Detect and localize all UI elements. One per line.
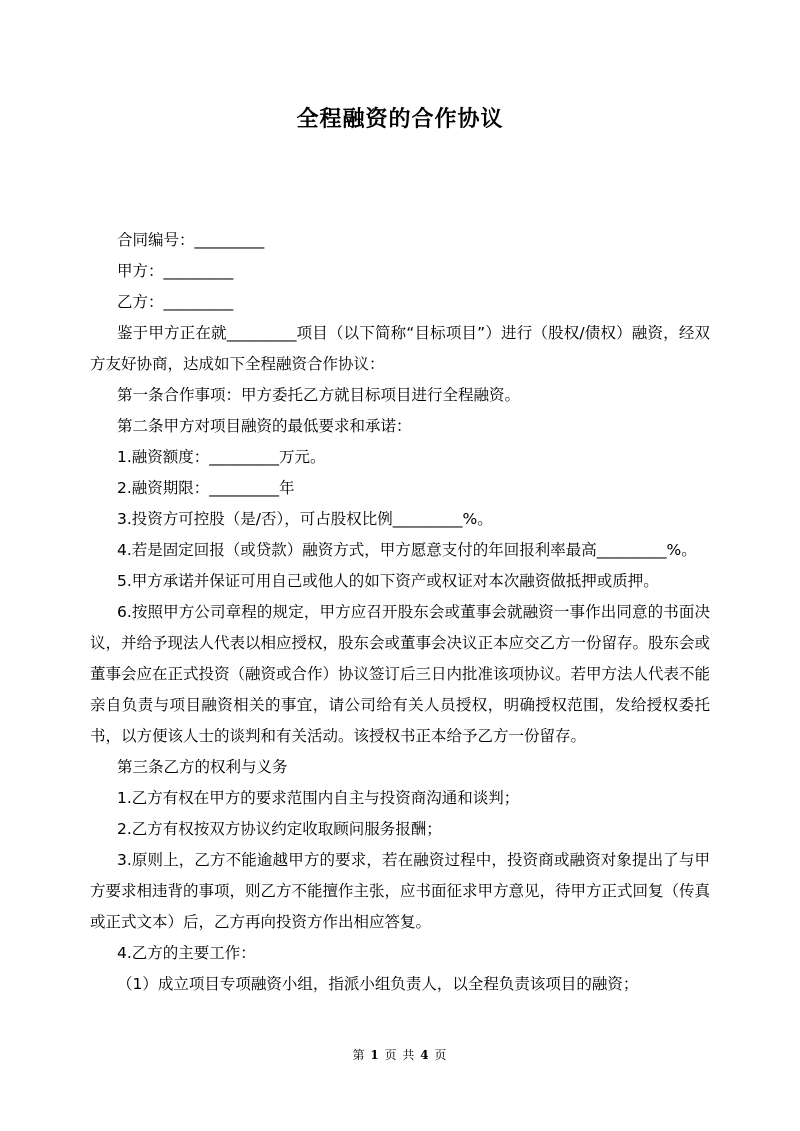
party-a-line: 甲方：_________ — [117, 262, 234, 280]
page-footer — [0, 1046, 800, 1063]
article-2-item-1: 1.融资额度：_________万元。 — [117, 448, 326, 466]
article-2-item-3: 3.投资方可控股（是/否），可占股权比例_________%。 — [117, 510, 493, 528]
article-2-heading: 第二条甲方对项目融资的最低要求和承诺： — [117, 417, 412, 435]
footer-middle: 页 共 — [384, 1048, 416, 1062]
total-page-number: 4 — [420, 1048, 430, 1062]
document-title: 全程融资的合作协议 — [296, 107, 504, 132]
current-page-number: 1 — [370, 1048, 380, 1062]
footer-suffix: 页 — [434, 1048, 448, 1062]
document-body — [90, 225, 710, 1000]
article-3-item-3: 3.原则上，乙方不能逾越甲方的要求，若在融资过程中，投资商或融资对象提出了与甲方要求相违背的事项，则乙方不能擅作主张，应书面征求甲方意见，待甲方正式回复（传真或正式文本）后，乙方再向投资方作出相应答复。 — [90, 851, 711, 931]
article-3-item-2: 2.乙方有权按双方协议约定收取顾问服务报酬； — [117, 820, 442, 838]
article-1: 第一条合作事项：甲方委托乙方就目标项目进行全程融资。 — [117, 386, 521, 404]
article-2-item-2: 2.融资期限：_________年 — [117, 479, 295, 497]
footer-prefix: 第 — [352, 1048, 366, 1062]
article-2-item-6: 6.按照甲方公司章程的规定，甲方应召开股东会或董事会就融资一事作出同意的书面决议，并给予现法人代表以相应授权，股东会或董事会决议正本应交乙方一份留存。股东会或董事会应在正式投资（融资或合作）协议签订后三日内批准该项协议。若甲方法人代表不能亲自负责与项目融资相关的事宜，请公司给有关人员授权，明确授权范围，发给授权委托书，以方便该人士的谈判和有关活动。该授权书正本给予乙方一份留存。 — [90, 603, 711, 745]
article-3-heading: 第三条乙方的权利与义务 — [117, 758, 288, 776]
preamble-paragraph: 鉴于甲方正在就_________项目（以下简称“目标项目”）进行（股权/债权）融资，经双方友好协商，达成如下全程融资合作协议： — [90, 324, 710, 373]
contract-number-line: 合同编号：_________ — [117, 231, 265, 249]
article-3-item-4-sub-1: （1）成立项目专项融资小组，指派小组负责人，以全程负责该项目的融资； — [117, 975, 639, 993]
article-3-item-4: 4.乙方的主要工作： — [117, 944, 256, 962]
party-b-line: 乙方：_________ — [117, 293, 234, 311]
article-3-item-1: 1.乙方有权在甲方的要求范围内自主与投资商沟通和谈判； — [117, 789, 520, 807]
article-2-item-5: 5.甲方承诺并保证可用自己或他人的如下资产或权证对本次融资做抵押或质押。 — [117, 572, 659, 590]
article-2-item-4: 4.若是固定回报（或贷款）融资方式，甲方愿意支付的年回报利率最高_________%。 — [117, 541, 697, 559]
